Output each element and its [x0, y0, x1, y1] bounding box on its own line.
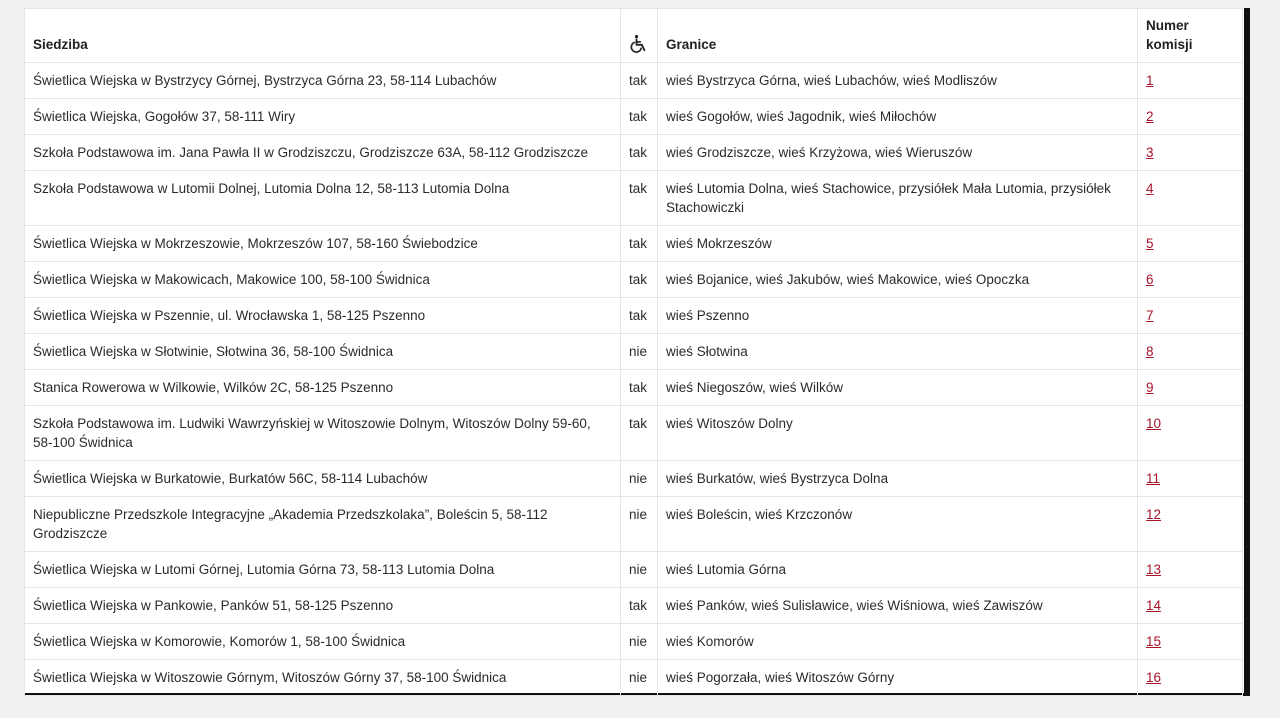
table-row — [25, 298, 1243, 334]
commission-number-link[interactable]: 14 — [1146, 598, 1162, 613]
cell-numer-komisji — [1138, 298, 1243, 334]
header-numer-komisji-label: Numer komisji — [1146, 18, 1193, 52]
cell-granice: wieś Bystrzyca Górna, wieś Lubachów, wieś Modliszów — [658, 63, 1138, 99]
commission-number-link[interactable]: 5 — [1146, 236, 1154, 251]
table-row — [25, 406, 1243, 461]
cell-granice: wieś Niegoszów, wieś Wilków — [658, 370, 1138, 406]
cell-numer-komisji — [1138, 552, 1243, 588]
header-siedziba: Siedziba — [25, 9, 621, 63]
commission-number-link[interactable]: 2 — [1146, 109, 1154, 124]
cell-accessibility: nie — [621, 552, 658, 588]
cell-siedziba: Świetlica Wiejska w Komorowie, Komorów 1, 58-100 Świdnica — [25, 624, 621, 660]
cell-granice: wieś Pszenno — [658, 298, 1138, 334]
cell-accessibility: tak — [621, 262, 658, 298]
cell-numer-komisji — [1138, 461, 1243, 497]
table-row — [25, 370, 1243, 406]
table-header-row — [25, 9, 1243, 63]
cell-accessibility: tak — [621, 135, 658, 171]
commission-number-link[interactable]: 10 — [1146, 416, 1162, 431]
cell-siedziba: Świetlica Wiejska w Pszennie, ul. Wrocławska 1, 58-125 Pszenno — [25, 298, 621, 334]
cell-granice: wieś Grodziszcze, wieś Krzyżowa, wieś Wieruszów — [658, 135, 1138, 171]
cell-accessibility: nie — [621, 461, 658, 497]
cell-siedziba: Świetlica Wiejska, Gogołów 37, 58-111 Wiry — [25, 99, 621, 135]
table-row — [25, 624, 1243, 660]
cell-siedziba: Świetlica Wiejska w Pankowie, Panków 51, 58-125 Pszenno — [25, 588, 621, 624]
cell-accessibility: nie — [621, 497, 658, 552]
cell-accessibility: tak — [621, 63, 658, 99]
cell-accessibility: nie — [621, 660, 658, 696]
cell-granice: wieś Lutomia Górna — [658, 552, 1138, 588]
commission-number-link[interactable]: 4 — [1146, 181, 1154, 196]
header-accessibility — [621, 9, 658, 63]
commission-number-link[interactable]: 11 — [1146, 471, 1161, 486]
cell-siedziba: Stanica Rowerowa w Wilkowie, Wilków 2C, 58-125 Pszenno — [25, 370, 621, 406]
table-body — [25, 63, 1243, 696]
cell-numer-komisji — [1138, 99, 1243, 135]
table-row — [25, 552, 1243, 588]
commission-number-link[interactable]: 12 — [1146, 507, 1162, 522]
cell-numer-komisji — [1138, 370, 1243, 406]
cell-accessibility: tak — [621, 406, 658, 461]
cell-numer-komisji — [1138, 588, 1243, 624]
table-row — [25, 588, 1243, 624]
cell-granice: wieś Mokrzeszów — [658, 226, 1138, 262]
commission-number-link[interactable]: 6 — [1146, 272, 1154, 287]
commission-number-link[interactable]: 7 — [1146, 308, 1154, 323]
cell-siedziba: Szkoła Podstawowa im. Jana Pawła II w Grodziszczu, Grodziszcze 63A, 58-112 Grodziszcze — [25, 135, 621, 171]
commission-table — [24, 8, 1243, 696]
table-row — [25, 171, 1243, 226]
cell-accessibility: tak — [621, 588, 658, 624]
cell-numer-komisji — [1138, 406, 1243, 461]
cell-siedziba: Szkoła Podstawowa im. Ludwiki Wawrzyńskiej w Witoszowie Dolnym, Witoszów Dolny 59-60, 58-100 Świdnica — [25, 406, 621, 461]
cell-granice: wieś Słotwina — [658, 334, 1138, 370]
cell-granice: wieś Gogołów, wieś Jagodnik, wieś Miłochów — [658, 99, 1138, 135]
cell-accessibility: tak — [621, 370, 658, 406]
cell-numer-komisji — [1138, 624, 1243, 660]
cell-numer-komisji — [1138, 334, 1243, 370]
cell-siedziba: Świetlica Wiejska w Mokrzeszowie, Mokrzeszów 107, 58-160 Świebodzice — [25, 226, 621, 262]
cell-numer-komisji — [1138, 262, 1243, 298]
cell-granice: wieś Bojanice, wieś Jakubów, wieś Makowice, wieś Opoczka — [658, 262, 1138, 298]
cell-granice: wieś Witoszów Dolny — [658, 406, 1138, 461]
cell-siedziba: Świetlica Wiejska w Witoszowie Górnym, Witoszów Górny 37, 58-100 Świdnica — [25, 660, 621, 696]
commission-number-link[interactable]: 15 — [1146, 634, 1162, 649]
cell-accessibility: nie — [621, 624, 658, 660]
table-row — [25, 226, 1243, 262]
cell-numer-komisji — [1138, 171, 1243, 226]
table-row — [25, 660, 1243, 696]
cell-granice: wieś Panków, wieś Sulisławice, wieś Wiśniowa, wieś Zawiszów — [658, 588, 1138, 624]
cell-granice: wieś Lutomia Dolna, wieś Stachowice, przysiółek Mała Lutomia, przysiółek Stachowiczki — [658, 171, 1138, 226]
table-row — [25, 334, 1243, 370]
commission-number-link[interactable]: 13 — [1146, 562, 1162, 577]
cell-siedziba: Szkoła Podstawowa w Lutomii Dolnej, Lutomia Dolna 12, 58-113 Lutomia Dolna — [25, 171, 621, 226]
cell-granice: wieś Boleścin, wieś Krzczonów — [658, 497, 1138, 552]
cell-granice: wieś Pogorzała, wieś Witoszów Górny — [658, 660, 1138, 696]
commission-table-panel — [24, 8, 1244, 696]
table-row — [25, 497, 1243, 552]
cell-accessibility: tak — [621, 226, 658, 262]
table-row — [25, 262, 1243, 298]
commission-number-link[interactable]: 16 — [1146, 670, 1162, 685]
commission-number-link[interactable]: 8 — [1146, 344, 1154, 359]
cell-siedziba: Świetlica Wiejska w Lutomi Górnej, Lutomia Górna 73, 58-113 Lutomia Dolna — [25, 552, 621, 588]
cell-accessibility: tak — [621, 99, 658, 135]
cell-numer-komisji — [1138, 226, 1243, 262]
cell-siedziba: Świetlica Wiejska w Bystrzycy Górnej, Bystrzyca Górna 23, 58-114 Lubachów — [25, 63, 621, 99]
cell-siedziba: Świetlica Wiejska w Burkatowie, Burkatów 56C, 58-114 Lubachów — [25, 461, 621, 497]
commission-number-link[interactable]: 3 — [1146, 145, 1154, 160]
cell-granice: wieś Komorów — [658, 624, 1138, 660]
cell-numer-komisji — [1138, 660, 1243, 696]
cell-numer-komisji — [1138, 497, 1243, 552]
wheelchair-accessible-icon — [629, 34, 649, 54]
table-row — [25, 135, 1243, 171]
commission-number-link[interactable]: 9 — [1146, 380, 1154, 395]
commission-number-link[interactable]: 1 — [1146, 73, 1154, 88]
cell-siedziba: Świetlica Wiejska w Słotwinie, Słotwina 36, 58-100 Świdnica — [25, 334, 621, 370]
header-numer-komisji — [1138, 9, 1243, 63]
table-row — [25, 63, 1243, 99]
cell-siedziba: Niepubliczne Przedszkole Integracyjne „Akademia Przedszkolaka”, Boleścin 5, 58-112 Grodziszcze — [25, 497, 621, 552]
cell-accessibility: nie — [621, 334, 658, 370]
cell-numer-komisji — [1138, 63, 1243, 99]
cell-accessibility: tak — [621, 298, 658, 334]
table-row — [25, 99, 1243, 135]
cell-siedziba: Świetlica Wiejska w Makowicach, Makowice 100, 58-100 Świdnica — [25, 262, 621, 298]
cell-accessibility: tak — [621, 171, 658, 226]
table-row — [25, 461, 1243, 497]
header-granice: Granice — [658, 9, 1138, 63]
cell-granice: wieś Burkatów, wieś Bystrzyca Dolna — [658, 461, 1138, 497]
cell-numer-komisji — [1138, 135, 1243, 171]
